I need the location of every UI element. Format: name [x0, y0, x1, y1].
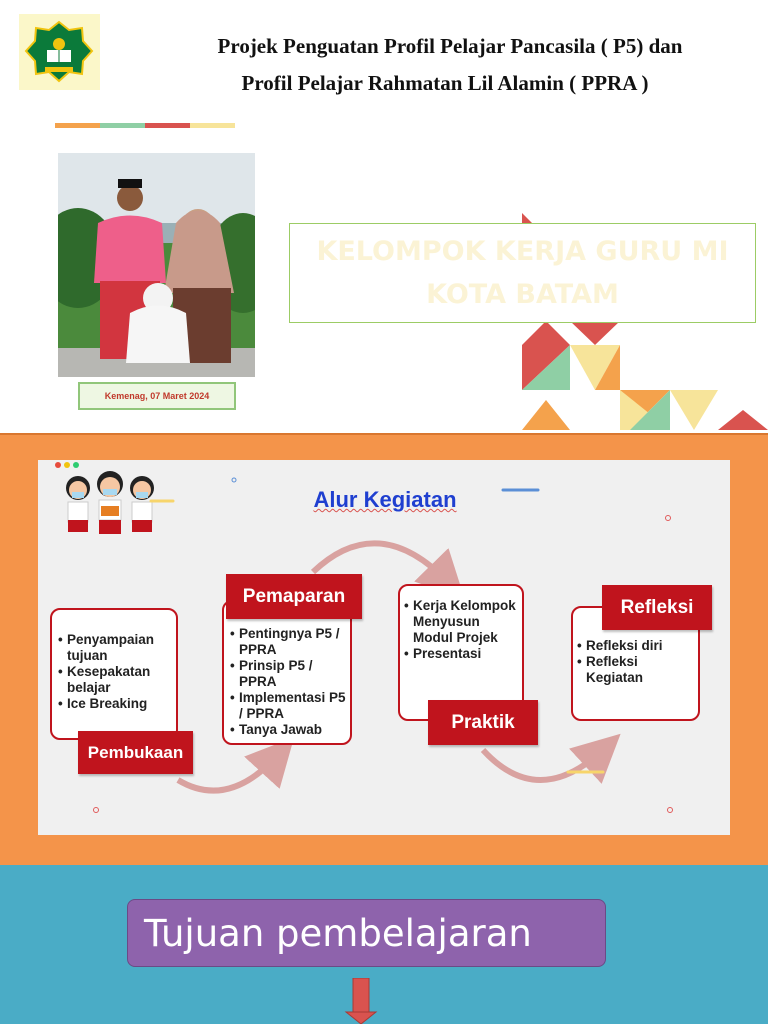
- header-title-line-1: Projek Penguatan Profil Pelajar Pancasila ( P5) dan: [217, 34, 683, 58]
- step-card-pemaparan: [222, 600, 352, 745]
- slide-title: Alur Kegiatan: [313, 487, 457, 512]
- kemenag-logo: [19, 14, 100, 90]
- step-item: • Implementasi P5 / PPRA: [230, 690, 350, 722]
- step-item: • Ice Breaking: [58, 696, 176, 712]
- photo-caption: [78, 382, 236, 410]
- kemenag-logo-icon: [19, 14, 100, 90]
- color-bar-segment: [100, 123, 145, 128]
- header-title-line-2: Profil Pelajar Rahmatan Lil Alamin ( PPRA ): [241, 71, 649, 95]
- color-bar-segment: [190, 123, 235, 128]
- step-label-pembukaan: Pembukaan: [78, 731, 193, 774]
- step-item: • Prinsip P5 / PPRA: [230, 658, 350, 690]
- learning-goals-heading: [127, 899, 606, 967]
- step-item: • Refleksi Kegiatan: [577, 654, 698, 686]
- color-bar-segment: [145, 123, 190, 128]
- step-item: • Tanya Jawab: [230, 722, 350, 738]
- group-title: KELOMPOK KERJA GURU MI KOTA BATAM: [316, 236, 729, 310]
- step-card-pembukaan: [50, 608, 178, 740]
- group-title-box: [289, 223, 756, 323]
- color-bar-segment: [55, 123, 100, 128]
- step-label-refleksi: Refleksi: [602, 585, 712, 630]
- step-item: • Penyampaian tujuan: [58, 632, 176, 664]
- step-item: • Presentasi: [404, 646, 522, 662]
- step-item: • Pentingnya P5 / PPRA: [230, 626, 350, 658]
- photo-caption-text: Kemenag, 07 Maret 2024: [104, 391, 210, 401]
- step-item: • Refleksi diri: [577, 638, 698, 654]
- step-label-pemaparan: Pemaparan: [226, 574, 362, 619]
- step-item: • Kesepakatan belajar: [58, 664, 176, 696]
- down-arrow-icon: [344, 978, 378, 1024]
- family-photo: [58, 153, 255, 377]
- learning-goals-label: Tujuan pembelajaran: [144, 911, 532, 955]
- step-item: • Kerja Kelompok Menyusun Modul Projek: [404, 598, 522, 646]
- step-label-praktik: Praktik: [428, 700, 538, 745]
